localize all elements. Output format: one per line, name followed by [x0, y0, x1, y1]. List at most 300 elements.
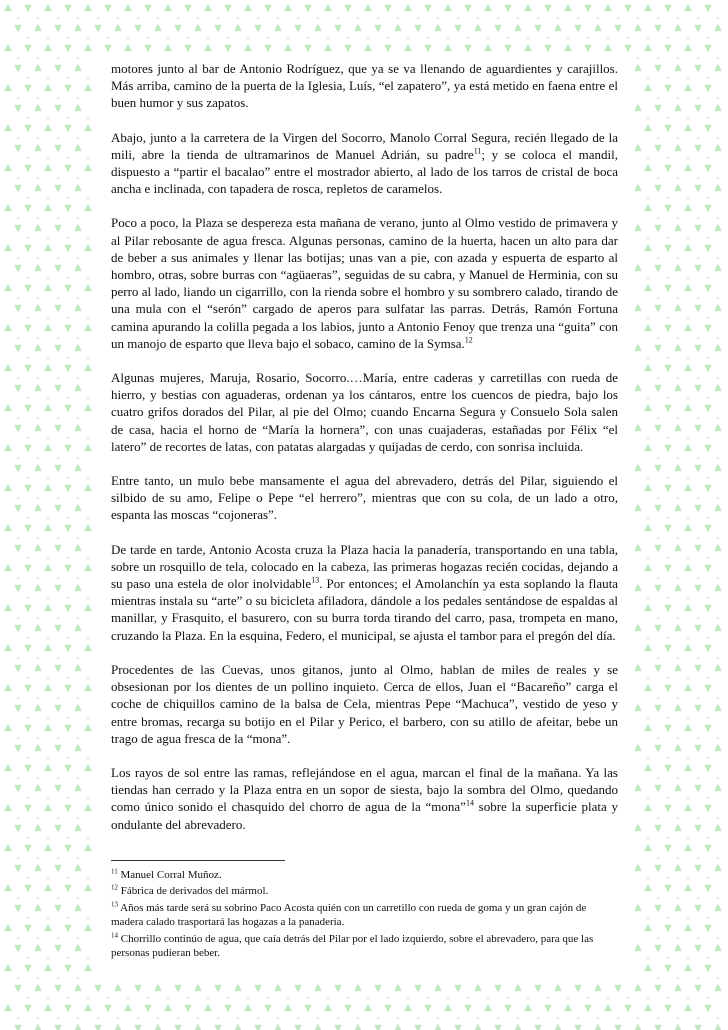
border-triangle	[4, 844, 12, 851]
border-triangle	[534, 25, 542, 32]
border-triangle	[4, 964, 12, 971]
border-dot	[717, 257, 720, 260]
border-triangle	[14, 105, 22, 112]
border-dot	[37, 537, 40, 540]
border-triangle	[84, 484, 92, 491]
border-triangle	[54, 545, 62, 552]
border-dot	[697, 57, 700, 60]
border-triangle	[704, 45, 712, 52]
border-dot	[217, 1017, 220, 1020]
border-triangle	[694, 825, 702, 832]
border-dot	[687, 557, 690, 560]
border-triangle	[114, 984, 122, 991]
border-triangle	[74, 944, 82, 951]
border-dot	[657, 497, 660, 500]
border-dot	[687, 477, 690, 480]
border-dot	[657, 977, 660, 980]
border-dot	[717, 777, 720, 780]
border-triangle	[704, 925, 712, 932]
border-dot	[667, 877, 670, 880]
border-triangle	[684, 724, 692, 731]
border-dot	[697, 1017, 700, 1020]
border-triangle	[344, 5, 352, 12]
border-dot	[27, 677, 30, 680]
border-triangle	[84, 644, 92, 651]
border-triangle	[284, 44, 292, 51]
border-triangle	[664, 645, 672, 652]
border-triangle	[694, 65, 702, 72]
border-triangle	[674, 744, 682, 751]
border-triangle	[84, 244, 92, 251]
paragraph	[111, 661, 618, 747]
border-triangle	[644, 244, 652, 251]
border-dot	[397, 1017, 400, 1020]
border-dot	[67, 437, 70, 440]
border-triangle	[44, 604, 52, 611]
border-triangle	[674, 624, 682, 631]
border-dot	[77, 617, 80, 620]
border-triangle	[244, 44, 252, 51]
border-triangle	[544, 5, 552, 12]
border-dot	[57, 337, 60, 340]
border-triangle	[684, 804, 692, 811]
border-triangle	[454, 25, 462, 32]
border-triangle	[514, 984, 522, 991]
border-triangle	[64, 1005, 72, 1012]
border-triangle	[84, 124, 92, 131]
border-dot	[37, 297, 40, 300]
footnote-number: 11	[111, 867, 118, 876]
border-dot	[647, 397, 650, 400]
border-triangle	[634, 904, 642, 911]
border-triangle	[394, 24, 402, 31]
border-triangle	[14, 785, 22, 792]
border-triangle	[664, 685, 672, 692]
border-dot	[717, 137, 720, 140]
border-dot	[657, 137, 660, 140]
border-triangle	[4, 884, 12, 891]
border-triangle	[694, 465, 702, 472]
border-dot	[717, 97, 720, 100]
border-triangle	[384, 5, 392, 12]
border-dot	[77, 737, 80, 740]
border-triangle	[34, 344, 42, 351]
border-triangle	[144, 45, 152, 52]
border-triangle	[684, 244, 692, 251]
border-dot	[617, 1017, 620, 1020]
border-triangle	[654, 505, 662, 512]
border-triangle	[144, 1005, 152, 1012]
border-dot	[77, 297, 80, 300]
border-dot	[17, 257, 20, 260]
border-dot	[667, 37, 670, 40]
border-dot	[677, 497, 680, 500]
border-triangle	[634, 984, 642, 991]
border-dot	[657, 97, 660, 100]
border-dot	[37, 777, 40, 780]
border-triangle	[34, 744, 42, 751]
border-dot	[657, 337, 660, 340]
border-triangle	[654, 425, 662, 432]
border-dot	[167, 997, 170, 1000]
border-triangle	[654, 785, 662, 792]
border-triangle	[694, 345, 702, 352]
border-triangle	[4, 284, 12, 291]
border-dot	[407, 997, 410, 1000]
border-triangle	[64, 605, 72, 612]
border-triangle	[64, 685, 72, 692]
border-dot	[27, 597, 30, 600]
border-triangle	[634, 704, 642, 711]
border-triangle	[74, 64, 82, 71]
border-triangle	[634, 144, 642, 151]
border-triangle	[694, 265, 702, 272]
border-dot	[27, 837, 30, 840]
border-triangle	[704, 245, 712, 252]
border-dot	[687, 797, 690, 800]
border-triangle	[34, 104, 42, 111]
border-dot	[667, 77, 670, 80]
border-dot	[697, 977, 700, 980]
border-dot	[87, 117, 90, 120]
border-triangle	[334, 1025, 342, 1030]
border-triangle	[704, 1005, 712, 1012]
border-dot	[667, 437, 670, 440]
border-triangle	[44, 724, 52, 731]
border-dot	[657, 617, 660, 620]
paragraph	[111, 541, 618, 644]
border-triangle	[24, 205, 32, 212]
border-triangle	[64, 45, 72, 52]
border-triangle	[694, 625, 702, 632]
border-triangle	[674, 144, 682, 151]
border-dot	[17, 617, 20, 620]
border-dot	[17, 337, 20, 340]
border-triangle	[124, 1004, 132, 1011]
border-dot	[37, 257, 40, 260]
border-triangle	[694, 665, 702, 672]
border-dot	[207, 997, 210, 1000]
border-triangle	[84, 404, 92, 411]
border-triangle	[74, 704, 82, 711]
border-triangle	[694, 25, 702, 32]
border-triangle	[64, 165, 72, 172]
border-triangle	[414, 25, 422, 32]
border-triangle	[24, 245, 32, 252]
border-triangle	[434, 24, 442, 31]
border-triangle	[684, 364, 692, 371]
border-triangle	[634, 264, 642, 271]
border-triangle	[654, 865, 662, 872]
border-triangle	[14, 145, 22, 152]
border-dot	[577, 1017, 580, 1020]
border-dot	[77, 457, 80, 460]
border-triangle	[134, 25, 142, 32]
border-triangle	[654, 1025, 662, 1030]
border-dot	[67, 397, 70, 400]
border-dot	[707, 557, 710, 560]
border-triangle	[54, 665, 62, 672]
border-dot	[647, 997, 650, 1000]
border-triangle	[4, 484, 12, 491]
border-triangle	[34, 144, 42, 151]
border-dot	[57, 937, 60, 940]
border-triangle	[34, 784, 42, 791]
border-dot	[57, 217, 60, 220]
border-dot	[607, 37, 610, 40]
border-dot	[657, 417, 660, 420]
border-dot	[17, 937, 20, 940]
border-triangle	[304, 45, 312, 52]
border-triangle	[494, 1025, 502, 1030]
border-triangle	[594, 984, 602, 991]
border-triangle	[714, 664, 722, 671]
border-triangle	[514, 24, 522, 31]
border-dot	[707, 517, 710, 520]
border-triangle	[664, 405, 672, 412]
border-triangle	[24, 645, 32, 652]
border-dot	[707, 437, 710, 440]
border-triangle	[4, 204, 12, 211]
border-triangle	[644, 884, 652, 891]
border-triangle	[84, 284, 92, 291]
border-triangle	[694, 305, 702, 312]
border-dot	[707, 477, 710, 480]
border-triangle	[704, 965, 712, 972]
border-dot	[557, 17, 560, 20]
footnote	[111, 932, 621, 961]
border-triangle	[24, 325, 32, 332]
border-dot	[67, 637, 70, 640]
border-triangle	[294, 985, 302, 992]
border-dot	[697, 897, 700, 900]
border-triangle	[24, 685, 32, 692]
border-triangle	[14, 705, 22, 712]
paragraph-text: Los rayos de sol entre las ramas, reflejándose en el agua, marcan el final de la mañana. Ya las tiendas han cerrado y la Plaza entra en un sopor de siesta, bajo la sombra del Olmo, quedando como único sonido el chasquido del chorro de agua de la “mona”	[111, 764, 618, 815]
border-dot	[657, 57, 660, 60]
border-triangle	[454, 985, 462, 992]
border-dot	[657, 217, 660, 220]
border-dot	[87, 597, 90, 600]
border-triangle	[574, 985, 582, 992]
border-triangle	[654, 905, 662, 912]
border-triangle	[674, 944, 682, 951]
border-dot	[67, 517, 70, 520]
border-triangle	[84, 324, 92, 331]
border-dot	[57, 177, 60, 180]
footnote-divider	[111, 860, 285, 861]
border-triangle	[644, 964, 652, 971]
border-triangle	[54, 905, 62, 912]
paragraph-text: Entre tanto, un mulo bebe mansamente el agua del abrevadero, detrás del Pilar, siguiendo el silbido de su amo, Felipe o Pepe “el herrero”, mientras que con su cola, de un lado a otro, espanta las moscas “cojoneras”.	[111, 473, 618, 523]
border-dot	[687, 157, 690, 160]
border-triangle	[694, 145, 702, 152]
border-triangle	[24, 445, 32, 452]
border-dot	[27, 437, 30, 440]
border-triangle	[74, 224, 82, 231]
border-triangle	[714, 784, 722, 791]
border-triangle	[714, 344, 722, 351]
border-triangle	[174, 985, 182, 992]
border-triangle	[84, 524, 92, 531]
border-dot	[577, 17, 580, 20]
border-dot	[17, 897, 20, 900]
border-triangle	[714, 264, 722, 271]
border-triangle	[704, 325, 712, 332]
border-dot	[687, 637, 690, 640]
border-dot	[77, 777, 80, 780]
border-triangle	[704, 845, 712, 852]
border-triangle	[664, 525, 672, 532]
border-dot	[677, 177, 680, 180]
border-triangle	[674, 664, 682, 671]
border-dot	[377, 17, 380, 20]
border-dot	[37, 177, 40, 180]
border-dot	[667, 717, 670, 720]
border-dot	[27, 517, 30, 520]
border-dot	[707, 837, 710, 840]
border-triangle	[704, 565, 712, 572]
border-dot	[77, 57, 80, 60]
footnote-reference: 12	[464, 335, 473, 345]
border-dot	[697, 337, 700, 340]
border-triangle	[54, 465, 62, 472]
border-triangle	[644, 1004, 652, 1011]
border-triangle	[204, 4, 212, 11]
border-dot	[67, 557, 70, 560]
border-dot	[657, 857, 660, 860]
border-dot	[707, 357, 710, 360]
border-triangle	[704, 885, 712, 892]
border-triangle	[584, 45, 592, 52]
border-triangle	[74, 464, 82, 471]
border-triangle	[84, 444, 92, 451]
border-dot	[697, 97, 700, 100]
border-dot	[157, 1017, 160, 1020]
border-dot	[37, 657, 40, 660]
border-triangle	[4, 324, 12, 331]
border-triangle	[284, 1004, 292, 1011]
border-triangle	[674, 704, 682, 711]
border-dot	[267, 997, 270, 1000]
border-triangle	[24, 45, 32, 52]
border-dot	[37, 817, 40, 820]
border-dot	[707, 77, 710, 80]
border-triangle	[634, 304, 642, 311]
border-dot	[337, 17, 340, 20]
border-dot	[647, 197, 650, 200]
border-dot	[667, 117, 670, 120]
border-dot	[57, 617, 60, 620]
border-dot	[647, 957, 650, 960]
border-dot	[647, 677, 650, 680]
border-dot	[17, 57, 20, 60]
border-dot	[37, 417, 40, 420]
border-triangle	[34, 304, 42, 311]
border-triangle	[344, 45, 352, 52]
border-triangle	[684, 684, 692, 691]
border-dot	[37, 57, 40, 60]
border-dot	[67, 237, 70, 240]
border-triangle	[634, 824, 642, 831]
border-triangle	[44, 1004, 52, 1011]
border-triangle	[684, 4, 692, 11]
border-triangle	[54, 225, 62, 232]
border-triangle	[74, 984, 82, 991]
border-triangle	[594, 1024, 602, 1030]
border-triangle	[654, 625, 662, 632]
border-dot	[507, 997, 510, 1000]
footnote-text: Manuel Corral Muñoz.	[117, 869, 222, 881]
border-triangle	[254, 25, 262, 32]
border-dot	[37, 337, 40, 340]
border-dot	[647, 37, 650, 40]
border-triangle	[664, 805, 672, 812]
paragraph-text: Procedentes de las Cuevas, unos gitanos, junto al Olmo, hablan de miles de reales y se obsesionan por los dientes de un pollino inquieto. Cerca de ellos, Juan el “Bacareño” carga el coche de chiquillos camino de la balsa de Cela, mientras Pepe “Machuca”, vestido de yeso y entre bromas, recarga su botijo en el Pilar y Perico, el barbero, con su atillo de afeitar, bebe un trago de agua fresca de la “mona”.	[111, 661, 618, 746]
border-triangle	[634, 184, 642, 191]
border-dot	[687, 357, 690, 360]
border-dot	[67, 157, 70, 160]
border-dot	[677, 617, 680, 620]
border-dot	[47, 557, 50, 560]
border-dot	[507, 37, 510, 40]
border-triangle	[24, 85, 32, 92]
border-dot	[717, 697, 720, 700]
border-dot	[657, 817, 660, 820]
border-triangle	[294, 25, 302, 32]
border-triangle	[44, 484, 52, 491]
border-triangle	[64, 925, 72, 932]
border-dot	[707, 197, 710, 200]
border-dot	[87, 717, 90, 720]
border-triangle	[704, 765, 712, 772]
border-dot	[717, 457, 720, 460]
border-triangle	[634, 1024, 642, 1030]
border-triangle	[564, 44, 572, 51]
border-dot	[67, 477, 70, 480]
border-triangle	[54, 145, 62, 152]
border-dot	[17, 417, 20, 420]
border-dot	[37, 1017, 40, 1020]
border-dot	[677, 337, 680, 340]
border-dot	[157, 17, 160, 20]
border-dot	[667, 837, 670, 840]
border-dot	[77, 377, 80, 380]
border-dot	[17, 817, 20, 820]
border-triangle	[514, 1024, 522, 1030]
border-dot	[667, 517, 670, 520]
border-triangle	[684, 564, 692, 571]
border-triangle	[34, 664, 42, 671]
border-triangle	[664, 85, 672, 92]
border-dot	[707, 277, 710, 280]
border-dot	[427, 997, 430, 1000]
border-triangle	[4, 404, 12, 411]
border-triangle	[74, 504, 82, 511]
border-dot	[717, 1017, 720, 1020]
border-dot	[707, 237, 710, 240]
border-triangle	[44, 444, 52, 451]
border-triangle	[704, 405, 712, 412]
border-triangle	[84, 164, 92, 171]
border-triangle	[54, 25, 62, 32]
border-dot	[717, 377, 720, 380]
border-triangle	[634, 944, 642, 951]
border-dot	[17, 297, 20, 300]
border-dot	[67, 677, 70, 680]
border-triangle	[104, 45, 112, 52]
border-triangle	[714, 384, 722, 391]
